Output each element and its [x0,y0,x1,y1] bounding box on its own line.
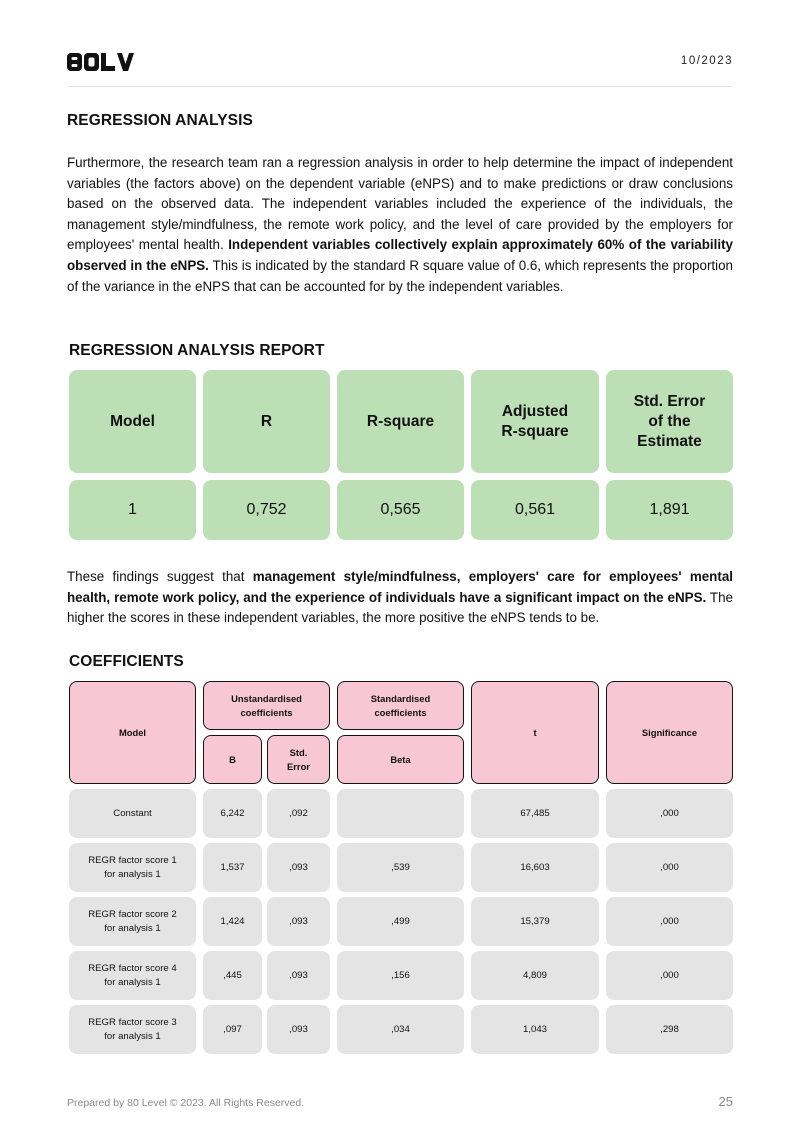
coef-cell-b: 1,424 [203,897,262,946]
coef-header-b: B [203,735,262,784]
coef-cell-std-error: ,092 [267,789,330,838]
coef-header-significance: Significance [606,681,733,784]
coef-cell-significance: ,000 [606,843,733,892]
value-adjusted-r-square: 0,561 [471,480,599,540]
coef-cell-std-error: ,093 [267,951,330,1000]
header-adjusted-r-square: Adjusted R-square [471,370,599,473]
coef-header-unstandardised: Unstandardised coefficients [203,681,330,730]
coef-cell-beta [337,789,464,838]
coef-cell-std-error: ,093 [267,897,330,946]
coef-header-standardised: Standardised coefficients [337,681,464,730]
coef-cell-beta: ,034 [337,1005,464,1054]
coef-cell-model: REGR factor score 2 for analysis 1 [69,897,196,946]
value-std-error-estimate: 1,891 [606,480,733,540]
coef-cell-t: 16,603 [471,843,599,892]
footer-copyright: Prepared by 80 Level © 2023. All Rights Reserved. [67,1097,305,1109]
coef-cell-significance: ,000 [606,897,733,946]
findings-paragraph: These findings suggest that management style/mindfulness, employers' care for employees' mental health, remote work policy, and the experience of individuals have a significant impact on the eNPS. The higher the scores in these independent variables, the more positive the eNPS tends to be. [67,569,733,626]
coef-header-t: t [471,681,599,784]
header-divider [67,86,733,87]
coef-cell-model: Constant [69,789,196,838]
coef-header-std-error: Std. Error [267,735,330,784]
header-r: R [203,370,330,473]
coef-cell-t: 67,485 [471,789,599,838]
coef-cell-beta: ,499 [337,897,464,946]
coef-cell-b: ,445 [203,951,262,1000]
coef-cell-significance: ,298 [606,1005,733,1054]
header-r-square: R-square [337,370,464,473]
coef-cell-b: ,097 [203,1005,262,1054]
coef-cell-b: 1,537 [203,843,262,892]
header-model: Model [69,370,196,473]
value-model: 1 [69,480,196,540]
coefficients-title: COEFFICIENTS [69,653,184,670]
80lv-logo [67,52,135,72]
coef-cell-t: 1,043 [471,1005,599,1054]
coef-cell-model: REGR factor score 3 for analysis 1 [69,1005,196,1054]
value-r-square: 0,565 [337,480,464,540]
regression-report-title: REGRESSION ANALYSIS REPORT [69,342,325,359]
header-std-error-estimate: Std. Error of the Estimate [606,370,733,473]
coef-header-beta: Beta [337,735,464,784]
coef-cell-std-error: ,093 [267,1005,330,1054]
regression-analysis-paragraph: Furthermore, the research team ran a regression analysis in order to help determine the impact of independent variables (the factors above) on the dependent variable (eNPS) and to make predictions or draw conclusions based on the observed data. The independent variables included the experience of the individuals, the management style/mindfulness, the remote work policy, and the level of care provided by the employers for employees' mental health. Independent variables collectively explain approximately 60% of the variability observed in the eNPS. This is indicated by the standard R square value of 0.6, which represents the proportion of the variance in the eNPS that can be accounted for by the independent variables. [67,155,733,294]
coef-cell-std-error: ,093 [267,843,330,892]
coef-header-model: Model [69,681,196,784]
coef-cell-model: REGR factor score 4 for analysis 1 [69,951,196,1000]
regression-analysis-title: REGRESSION ANALYSIS [67,112,253,129]
report-date: 10/2023 [680,55,733,67]
coef-cell-beta: ,539 [337,843,464,892]
coef-cell-beta: ,156 [337,951,464,1000]
coef-cell-significance: ,000 [606,951,733,1000]
page-number: 25 [718,1094,733,1109]
coef-cell-t: 15,379 [471,897,599,946]
value-r: 0,752 [203,480,330,540]
coef-cell-model: REGR factor score 1 for analysis 1 [69,843,196,892]
coef-cell-significance: ,000 [606,789,733,838]
coef-cell-t: 4,809 [471,951,599,1000]
coef-cell-b: 6,242 [203,789,262,838]
